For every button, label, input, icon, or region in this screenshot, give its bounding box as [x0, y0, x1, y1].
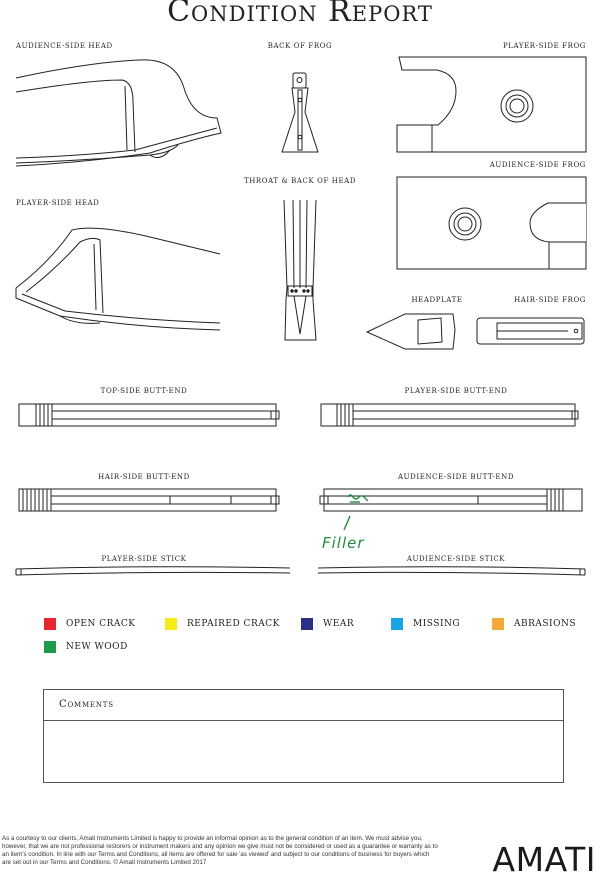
page-title: Condition Report	[167, 0, 433, 29]
audience-side-stick-drawing	[318, 567, 585, 575]
top-side-butt-end-drawing	[19, 404, 279, 426]
hair-side-frog-drawing	[477, 318, 584, 344]
legend-label: REPAIRED CRACK	[187, 619, 280, 629]
audience-side-butt-end-drawing	[320, 489, 582, 511]
label-audience-side-head: AUDIENCE-SIDE HEAD	[16, 42, 113, 50]
label-headplate: HEADPLATE	[411, 296, 463, 304]
legend-label: WEAR	[323, 619, 355, 629]
label-hair-side-frog: HAIR-SIDE FROG	[514, 296, 586, 304]
legend-swatch	[165, 618, 177, 630]
headplate-drawing	[367, 314, 455, 349]
legend-swatch	[44, 618, 56, 630]
comments-heading: Comments	[44, 690, 563, 721]
player-side-frog-drawing	[397, 57, 586, 152]
legend-swatch	[492, 618, 504, 630]
legend-swatch	[44, 641, 56, 653]
label-audience-side-butt-end: AUDIENCE-SIDE BUTT-END	[397, 473, 515, 481]
label-player-side-frog: PLAYER-SIDE FROG	[502, 42, 586, 50]
label-throat-back-of-head: THROAT & BACK OF HEAD	[243, 177, 357, 185]
label-player-side-head: PLAYER-SIDE HEAD	[16, 199, 100, 207]
comments-box	[43, 689, 564, 783]
player-side-butt-end-drawing	[321, 404, 578, 426]
legend-label: MISSING	[413, 619, 461, 629]
back-of-frog-drawing	[282, 73, 318, 152]
label-player-side-stick: PLAYER-SIDE STICK	[101, 555, 187, 563]
legend-swatch	[391, 618, 403, 630]
audience-side-frog-drawing	[397, 177, 586, 269]
label-audience-side-stick: AUDIENCE-SIDE STICK	[406, 555, 506, 563]
comments-field[interactable]	[44, 721, 563, 781]
player-side-stick-drawing	[16, 567, 290, 575]
legend-label: OPEN CRACK	[66, 619, 136, 629]
player-side-head-drawing	[16, 228, 220, 330]
legend-swatch	[301, 618, 313, 630]
annotation-filler: Filler	[322, 534, 365, 552]
amati-logo: AMATI	[492, 840, 596, 879]
throat-back-of-head-drawing	[284, 200, 316, 340]
label-player-side-butt-end: PLAYER-SIDE BUTT-END	[404, 387, 508, 395]
audience-side-head-drawing	[16, 60, 221, 166]
new-wood-annotation-marks	[344, 495, 368, 530]
disclaimer-text: As a courtesy to our clients, Amati Instruments Limited is happy to provide an informal opinion as to the general condition of an item. We must advise you, however, that we are not professional restorers or instrument makers and any opinion we give must not be considered or used as a guarantee or warranty as to an item's condition. In line with our Terms and Conditions, all items are offered for sale 'as viewed' and subject to our conditions of business for buyers which are set out in our Terms and Conditions. © Amati Instruments Limited 2017	[2, 835, 438, 867]
label-back-of-frog: BACK OF FROG	[267, 42, 333, 50]
label-top-side-butt-end: TOP-SIDE BUTT-END	[100, 387, 188, 395]
legend-label: NEW WOOD	[66, 642, 128, 652]
label-hair-side-butt-end: HAIR-SIDE BUTT-END	[98, 473, 190, 481]
label-audience-side-frog: AUDIENCE-SIDE FROG	[489, 161, 586, 169]
hair-side-butt-end-drawing	[19, 489, 279, 511]
legend-label: ABRASIONS	[514, 619, 577, 629]
